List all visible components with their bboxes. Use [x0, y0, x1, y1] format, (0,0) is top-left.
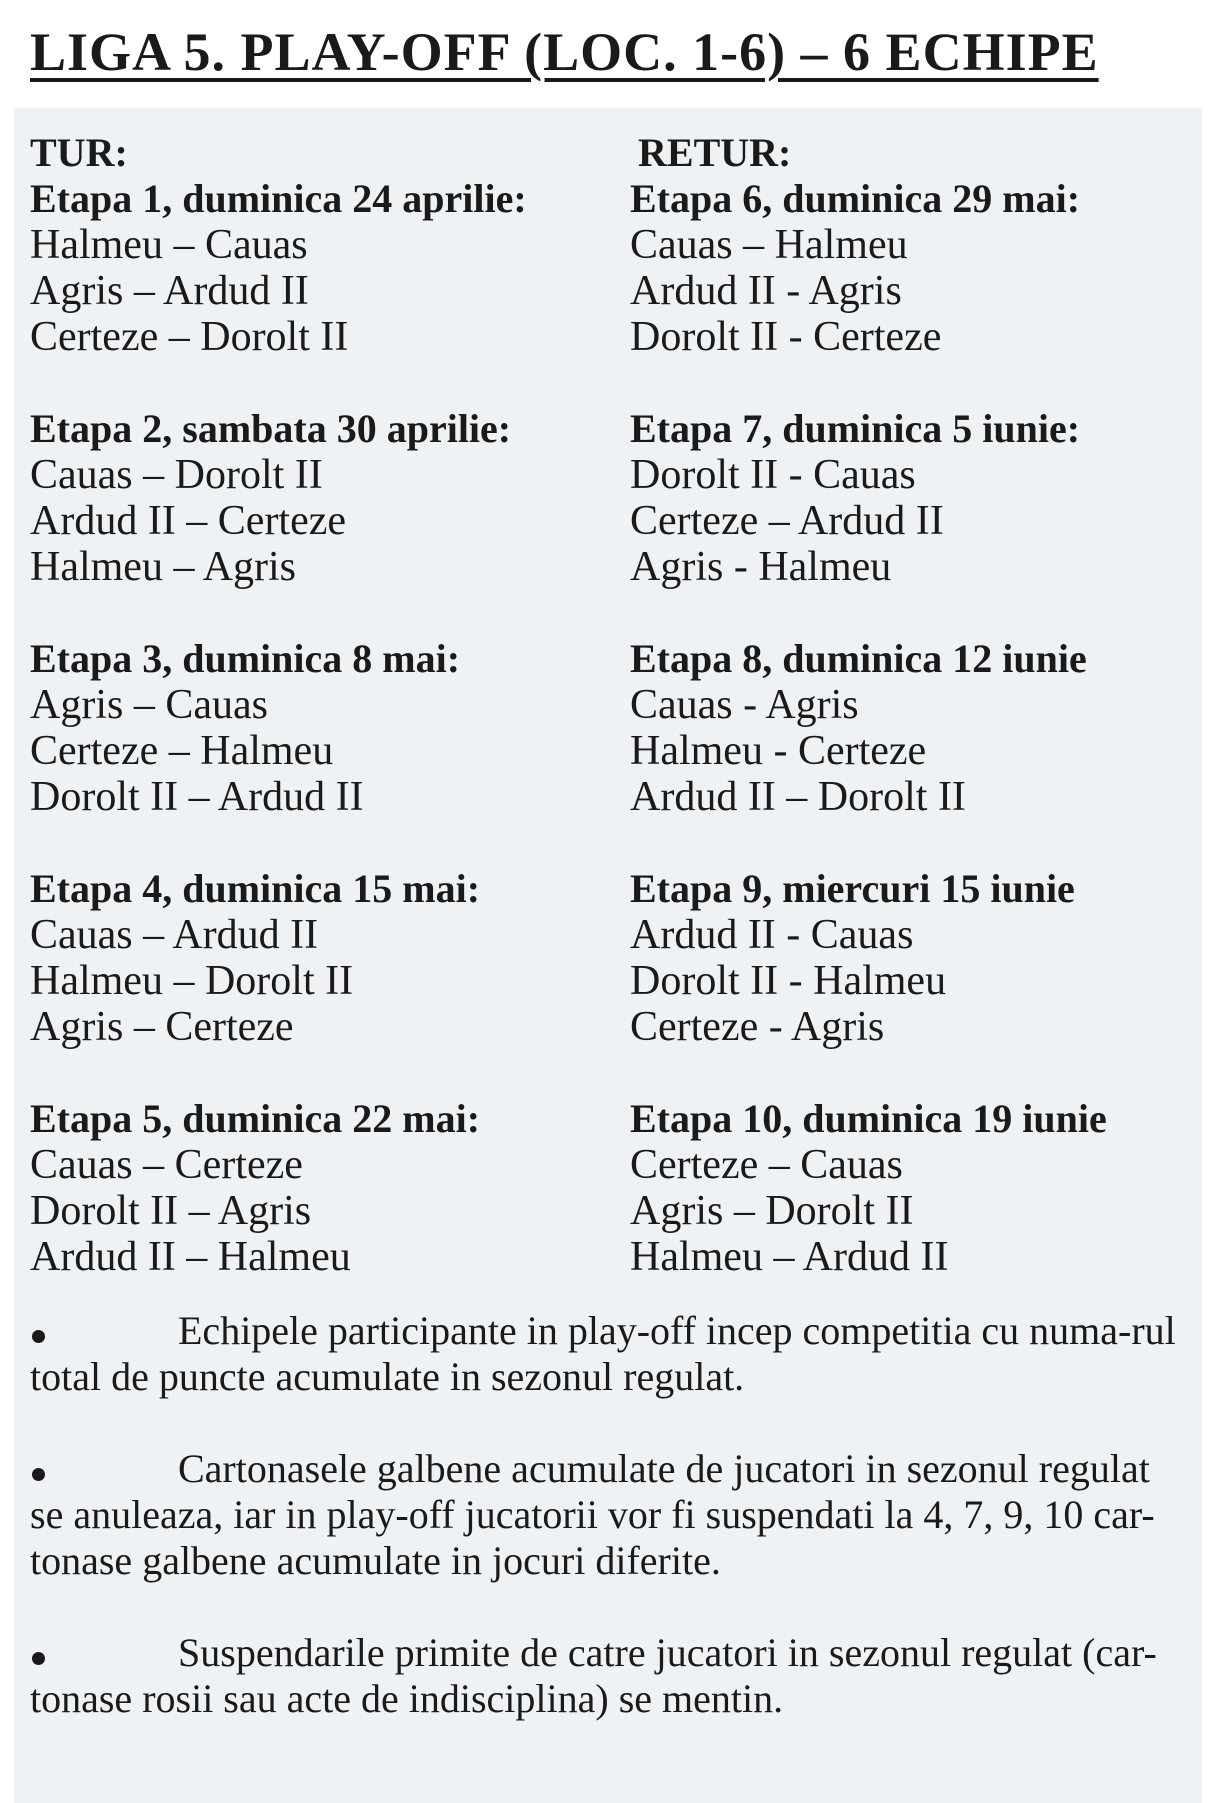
match: Dorolt II - Cauas [630, 452, 916, 498]
round-title: Etapa 1, duminica 24 aprilie: [30, 176, 527, 221]
tur-heading: TUR: [30, 130, 128, 175]
round-title: Etapa 5, duminica 22 mai: [30, 1096, 481, 1141]
match: Cauas – Halmeu [630, 222, 908, 268]
match: Dorolt II – Ardud II [30, 774, 364, 820]
note-item [30, 1446, 1188, 1584]
note-text: Cartonasele galbene acumulate de jucatori in sezonul regulat se anuleaza, iar in play-off jucatorii vor fi suspendati la 4, 7, 9, 10 car-tonase galbene acumulate in jocuri diferite. [30, 1446, 1155, 1583]
match: Halmeu – Cauas [30, 222, 308, 268]
match: Agris – Ardud II [30, 268, 309, 314]
page-title: LIGA 5. PLAY-OFF (LOC. 1-6) – 6 ECHIPE [30, 22, 1099, 82]
round-title: Etapa 8, duminica 12 iunie [630, 636, 1087, 681]
match: Certeze - Agris [630, 1004, 885, 1050]
tur-round [30, 176, 620, 360]
match: Dorolt II - Halmeu [630, 958, 947, 1004]
retur-heading: RETUR: [638, 130, 792, 175]
retur-round [630, 1096, 1190, 1280]
match: Halmeu – Dorolt II [30, 958, 354, 1004]
round-title: Etapa 9, miercuri 15 iunie [630, 866, 1075, 911]
bullet-icon [32, 1468, 45, 1481]
match: Cauas – Dorolt II [30, 452, 323, 498]
match: Cauas – Ardud II [30, 912, 319, 958]
round-title: Etapa 10, duminica 19 iunie [630, 1096, 1107, 1141]
note-text: Echipele participante in play-off incep competitia cu numa-rul total de puncte acumulate in sezonul regulat. [30, 1308, 1176, 1399]
tur-round [30, 1096, 620, 1280]
match: Cauas – Certeze [30, 1142, 303, 1188]
match: Agris – Cauas [30, 682, 268, 728]
match: Certeze – Cauas [630, 1142, 903, 1188]
note-item [30, 1308, 1188, 1400]
schedule-panel [14, 108, 1202, 1803]
match: Cauas - Agris [630, 682, 859, 728]
retur-column [630, 130, 1190, 1326]
match: Agris – Dorolt II [630, 1188, 914, 1234]
round-title: Etapa 2, sambata 30 aprilie: [30, 406, 512, 451]
match: Halmeu – Agris [30, 544, 296, 590]
bullet-icon [32, 1652, 45, 1665]
retur-round [630, 176, 1190, 360]
match: Certeze – Dorolt II [30, 314, 349, 360]
round-title: Etapa 6, duminica 29 mai: [630, 176, 1081, 221]
bullet-icon [32, 1330, 45, 1343]
round-title: Etapa 3, duminica 8 mai: [30, 636, 461, 681]
match: Agris – Certeze [30, 1004, 294, 1050]
match: Ardud II – Halmeu [30, 1234, 351, 1280]
tur-column [30, 130, 620, 1326]
match: Certeze – Ardud II [630, 498, 944, 544]
tur-round [30, 406, 620, 590]
notes-section [30, 1308, 1188, 1768]
match: Ardud II – Dorolt II [630, 774, 966, 820]
tur-round [30, 636, 620, 820]
match: Dorolt II - Certeze [630, 314, 942, 360]
match: Halmeu – Ardud II [630, 1234, 949, 1280]
retur-round [630, 636, 1190, 820]
match: Certeze – Halmeu [30, 728, 334, 774]
match: Ardud II - Cauas [630, 912, 914, 958]
match: Agris - Halmeu [630, 544, 892, 590]
match: Halmeu - Certeze [630, 728, 927, 774]
retur-round [630, 406, 1190, 590]
retur-round [630, 866, 1190, 1050]
note-text: Suspendarile primite de catre jucatori in sezonul regulat (car-tonase rosii sau acte de indisciplina) se mentin. [30, 1630, 1157, 1721]
round-title: Etapa 4, duminica 15 mai: [30, 866, 481, 911]
tur-round [30, 866, 620, 1050]
match: Dorolt II – Agris [30, 1188, 312, 1234]
note-item [30, 1630, 1188, 1722]
match: Ardud II – Certeze [30, 498, 347, 544]
round-title: Etapa 7, duminica 5 iunie: [630, 406, 1081, 451]
match: Ardud II - Agris [630, 268, 902, 314]
